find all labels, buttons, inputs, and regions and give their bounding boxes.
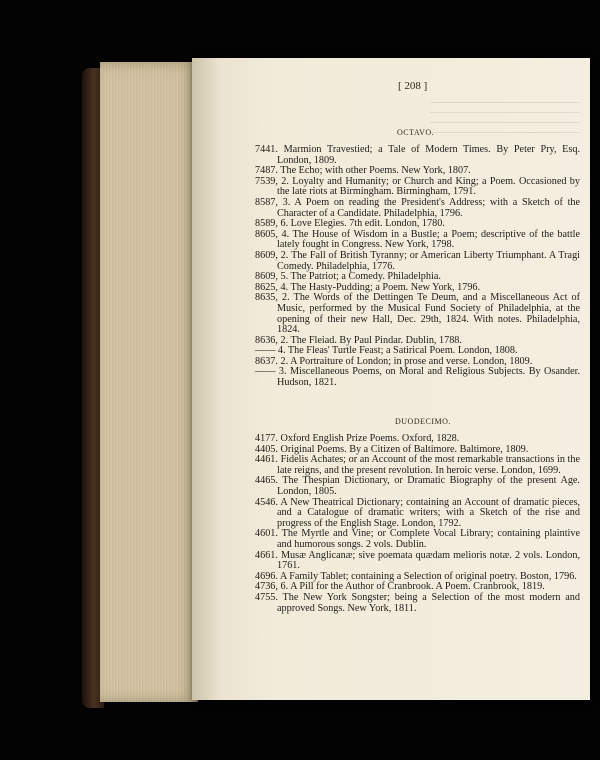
entry-number: 4696.	[255, 570, 278, 582]
catalog-entry	[255, 593, 580, 614]
entry-text: The Myrtle and Vine; or Complete Vocal Library; containing plaintive and humorous songs. 2 vols. Dublin.	[277, 528, 581, 550]
page-stack-edge	[100, 62, 198, 702]
entry-text: 4. The Fleas' Turtle Feast; a Satirical Poem. London, 1808.	[277, 345, 518, 357]
entry-number: ——	[255, 345, 276, 357]
entry-number: 4461.	[255, 454, 278, 466]
entry-text: 4. The House of Wisdom in a Bustle; a Poem; descriptive of the battle lately fought in Congress. New York, 1798.	[277, 228, 580, 251]
catalog-entry	[255, 145, 580, 166]
entry-number: 8589,	[255, 218, 278, 230]
entry-text: 2. The Fall of British Tyranny; or American Liberty Triumphant. A Tragi Comedy. Philadelphia, 1776.	[277, 249, 580, 272]
entry-number: 4546.	[255, 496, 278, 508]
page-number: [ 208 ]	[398, 80, 428, 92]
entry-number: 8587,	[255, 196, 278, 208]
entry-number: 8636,	[255, 334, 278, 346]
entry-number: 7539,	[255, 175, 278, 187]
entry-number: 7487.	[255, 165, 278, 177]
entry-text: The New York Songster; being a Selection of the most modern and approved Songs. New York, 1811.	[277, 591, 580, 614]
entry-number: 8637.	[255, 355, 278, 367]
entry-number: ——	[255, 366, 276, 378]
duodecimo-entries	[255, 434, 580, 614]
entry-number: 4601.	[255, 528, 278, 540]
entry-number: 8609,	[255, 271, 278, 283]
catalog-entry	[255, 498, 580, 530]
catalog-entry	[255, 367, 580, 388]
entry-text: 2. The Fleiad. By Paul Pindar. Dublin, 1788.	[280, 334, 462, 346]
entry-number: 7441.	[255, 144, 278, 155]
entry-text: Fidelis Achates; or an Account of the most remarkable transactions in the late reigns, and the present revolution. In heroic verse. London, 1699.	[277, 454, 580, 476]
entry-text: 5. The Patriot; a Comedy. Philadelphia.	[280, 271, 441, 283]
entry-text: Original Poems. By a Citizen of Baltimore. Baltimore, 1809.	[280, 443, 529, 455]
entry-text: The Thespian Dictionary, or Dramatic Biography of the present Age. London, 1805.	[277, 475, 580, 497]
entry-number: 4405.	[255, 443, 278, 455]
catalog-entry	[255, 230, 580, 251]
entry-text: 2. The Words of the Dettingen Te Deum, and a Miscellaneous Act of Music, performed by the Musical Fund Society of Philadelphia, at the opening of their new Hall, Dec. 29th, 1824. With notes. Philadelphia, 1824.	[277, 292, 581, 336]
entry-number: 4736,	[255, 581, 278, 593]
entry-number: 4661.	[255, 549, 278, 561]
entry-number: 4177.	[255, 433, 278, 444]
entry-text: 4. The Hasty-Pudding; a Poem. New York, 1796.	[280, 281, 481, 293]
section-heading-duodecimo: DUODECIMO.	[395, 417, 451, 426]
entry-text: Musæ Anglicanæ; sive poemata quædam melioris notæ. 2 vols. London, 1761.	[277, 549, 580, 572]
entry-number: 4755.	[255, 591, 278, 603]
entry-number: 8605,	[255, 228, 278, 240]
entry-text: 3. Miscellaneous Poems, on Moral and Religious Subjects. By Osander. Hudson, 1821.	[277, 366, 580, 389]
entry-text: Oxford English Prize Poems. Oxford, 1828.	[280, 433, 460, 444]
catalog-entry	[255, 251, 580, 272]
catalog-entry	[255, 293, 580, 335]
catalog-entry	[255, 551, 580, 572]
entry-text: 3. A Poem on reading the President's Address; with a Sketch of the Character of a Candidate. Philadelphia, 1796.	[277, 196, 581, 219]
entry-number: 8635,	[255, 292, 278, 304]
entry-text: A New Theatrical Dictionary; containing an Account of dramatic pieces, and a Catalogue of dramatic writers; with a Sketch of the rise and progress of the English Stage. London, 1792.	[277, 496, 580, 529]
entry-text: Marmion Travestied; a Tale of Modern Times. By Peter Pry, Esq. London, 1809.	[277, 144, 581, 166]
octavo-entries	[255, 145, 580, 389]
entry-number: 8625,	[255, 281, 278, 293]
entry-text: The Echo; with other Poems. New York, 1807.	[280, 165, 471, 177]
entry-text: 6. A Pill for the Author of Cranbrook. A Poem. Cranbrook, 1819.	[280, 581, 545, 593]
section-heading-octavo: OCTAVO.	[397, 128, 435, 137]
catalog-entry	[255, 476, 580, 497]
entry-text: 2. A Portraiture of London; in prose and verse. London, 1809.	[280, 355, 533, 367]
catalog-entry	[255, 198, 580, 219]
entry-text: 6. Love Elegies. 7th edit. London, 1780.	[280, 218, 445, 230]
entry-text: 2. Loyalty and Humanity; or Church and King; a Poem. Occasioned by the late riots at Birmingham. Birmingham, 1791.	[277, 175, 580, 198]
entry-number: 8609,	[255, 249, 278, 261]
bleed-through-text	[430, 93, 580, 133]
catalog-entry	[255, 529, 580, 550]
entry-text: A Family Tablet; containing a Selection of original poetry. Boston, 1796.	[279, 570, 577, 582]
catalog-entry	[255, 455, 580, 476]
entry-number: 4465.	[255, 475, 278, 487]
catalog-entry	[255, 177, 580, 198]
